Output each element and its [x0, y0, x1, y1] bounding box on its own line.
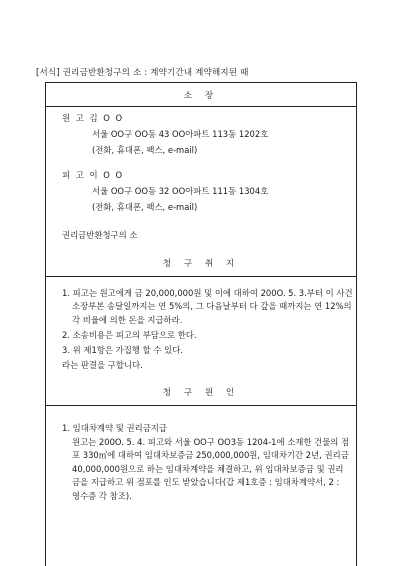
cause-paragraph: 원고는 200O. 5. 4. 피고와 서울 OO구 OO3동 1204-1에 소재한 건물의 점포 330㎡에 대하여 임대차보증금 250,000,000원, 임대차기간 2년, 권리금 40,000,000원으로 하는 임대차계약을 체결하고, 위 임대차보증금 및 권리금을 지급하고 위 점포를 인도 받았습니다(갑 제1호증 : 임대차계약서, 2 : 영수증 각 참조). [72, 437, 350, 501]
defendant-address: 서울 OO구 OO동 32 OO아파트 111동 1304호 [92, 186, 269, 196]
defendant-label: 피 고 이 O O [62, 170, 124, 180]
claim-item-1: 1. 피고는 원고에게 금 20,000,000원 및 이에 대하여 200O. 5. 3.부터 이 사건 소장부본 송달일까지는 연 5%의, 그 다음날부터 다 갚을 때까지는 연 12%의 각 비율에 의한 돈을 지급하라. [62, 288, 353, 325]
claim-item-2: 2. 소송비용은 피고의 부담으로 한다. [62, 330, 197, 340]
defendant-contact: (전화, 휴대폰, 팩스, e-mail) [92, 202, 198, 212]
claim-item-3: 3. 위 제1항은 가집행 할 수 있다. [62, 345, 183, 355]
form-caption: [서식] 권리금반환청구의 소 : 계약기간내 계약해지된 때 [36, 68, 249, 78]
plaintiff-label: 원 고 김 O O [62, 113, 124, 123]
cause-subheading: 1. 임대차계약 및 권리금지급 [62, 423, 167, 433]
claim-divider [46, 276, 356, 277]
title-divider [46, 106, 356, 107]
cause-divider [46, 405, 356, 406]
case-name: 권리금반환청구의 소 [62, 230, 138, 240]
plaintiff-contact: (전화, 휴대폰, 팩스, e-mail) [92, 145, 198, 155]
plaintiff-address: 서울 OO구 OO동 43 OO아파트 113동 1202호 [92, 129, 269, 139]
document-frame [45, 82, 357, 566]
claim-closing: 라는 판결을 구합니다. [62, 360, 143, 370]
cause-heading: 청 구 원 인 [162, 388, 240, 398]
claim-heading: 청 구 취 지 [162, 259, 240, 269]
document-title: 소 장 [183, 91, 219, 101]
